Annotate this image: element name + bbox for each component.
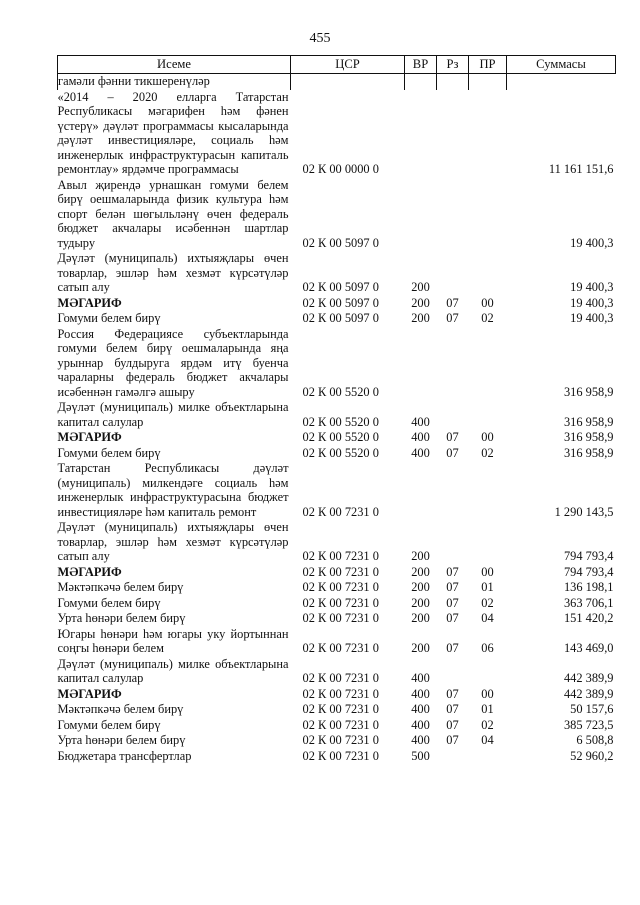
cell-sum: 794 793,4 [563, 549, 614, 563]
cell-pr [469, 749, 507, 765]
cell-pr: 04 [481, 611, 494, 625]
cell-vr: 200 [411, 564, 430, 579]
cell-pr: 02 [481, 311, 494, 325]
cell-csr: 02 К 00 5520 0 [302, 445, 379, 460]
table-row [58, 178, 616, 252]
cell-name: гамәли фәнни тикшеренүләр [58, 74, 291, 90]
cell-pr: 00 [481, 686, 494, 701]
cell-vr: 200 [411, 295, 430, 310]
table-row [58, 580, 616, 596]
cell-pr [469, 461, 507, 520]
cell-vr: 400 [411, 445, 430, 460]
cell-name: Авыл җирендә урнашкан гомуми белем бирү оешмаларында физик культура һәм спорт белән шөгыльләнү өчен федераль бюджет акчалары исәбеннән шартлар тудыру [57, 177, 289, 250]
table-row [58, 657, 616, 687]
cell-pr: 00 [481, 295, 494, 310]
cell-name: Бюджетара трансфертлар [57, 748, 192, 763]
cell-csr: 02 К 00 7231 0 [302, 702, 379, 716]
cell-pr: 02 [481, 717, 494, 732]
cell-csr: 02 К 00 5097 0 [302, 311, 379, 325]
cell-name: Мәктәпкәчә белем бирү [57, 702, 184, 716]
table-row [58, 327, 616, 401]
cell-csr: 02 К 00 7231 0 [302, 686, 379, 701]
cell-name: Урта һөнәри белем бирү [57, 733, 186, 747]
budget-table [57, 55, 616, 764]
cell-name: МӘГАРИФ [57, 295, 122, 310]
cell-vr: 400 [411, 671, 430, 685]
cell-rz: 07 [446, 611, 459, 625]
cell-csr: 02 К 00 7231 0 [302, 564, 379, 579]
table-row [58, 718, 616, 734]
table-row [58, 627, 616, 657]
cell-pr [469, 90, 507, 178]
cell-sum: 363 706,1 [563, 595, 614, 610]
cell-name: Гомуми белем бирү [57, 717, 161, 732]
cell-pr [469, 657, 507, 687]
cell-name: Югары һөнәри һәм югары уку йортыннан соңгы һөнәри белем [57, 626, 289, 655]
cell-sum: 151 420,2 [563, 611, 614, 625]
cell-vr: 200 [411, 311, 430, 325]
cell-pr [469, 520, 507, 565]
cell-name: Урта һөнәри белем бирү [57, 611, 186, 625]
table-row [58, 596, 616, 612]
cell-vr: 400 [411, 733, 430, 747]
cell-csr: 02 К 00 5097 0 [302, 280, 379, 294]
cell-pr: 00 [481, 430, 494, 444]
header-pr: ПР [469, 56, 507, 74]
cell-sum: 52 960,2 [570, 748, 614, 763]
cell-vr: 200 [411, 595, 430, 610]
cell-pr: 06 [481, 641, 494, 655]
cell-vr: 400 [411, 414, 430, 429]
cell-vr: 400 [411, 430, 430, 444]
cell-rz: 07 [446, 445, 459, 460]
cell-vr: 200 [411, 580, 430, 594]
cell-sum: 794 793,4 [563, 564, 614, 579]
table-header [58, 56, 616, 74]
table-row [58, 296, 616, 312]
cell-rz [437, 327, 469, 401]
cell-rz [437, 461, 469, 520]
cell-csr [291, 74, 405, 90]
cell-vr [405, 90, 437, 178]
cell-rz: 07 [446, 702, 459, 716]
cell-rz: 07 [446, 580, 459, 594]
cell-rz: 07 [446, 430, 459, 444]
cell-rz [437, 90, 469, 178]
cell-rz [437, 74, 469, 90]
cell-vr: 400 [411, 717, 430, 732]
cell-rz: 07 [446, 641, 459, 655]
cell-pr: 01 [481, 702, 494, 716]
cell-csr: 02 К 00 5097 0 [302, 235, 379, 250]
table-row [58, 74, 616, 90]
cell-rz [437, 400, 469, 430]
table-row [58, 520, 616, 565]
cell-sum: 143 469,0 [563, 641, 614, 655]
table-row [58, 565, 616, 581]
table-body [58, 74, 616, 765]
cell-name: МӘГАРИФ [57, 686, 122, 701]
cell-rz [437, 520, 469, 565]
table-row [58, 733, 616, 749]
cell-pr: 02 [481, 595, 494, 610]
cell-sum: 442 389,9 [563, 671, 614, 685]
header-vr: ВР [405, 56, 437, 74]
table-row [58, 446, 616, 462]
cell-sum: 11 161 151,6 [548, 162, 614, 176]
cell-rz: 07 [446, 717, 459, 732]
table-row [58, 90, 616, 178]
cell-pr [469, 178, 507, 252]
cell-name: МӘГАРИФ [57, 430, 122, 444]
cell-rz: 07 [446, 686, 459, 701]
cell-name: Дәүләт (муниципаль) милке объектларына капитал салулар [57, 400, 289, 429]
cell-csr: 02 К 00 5520 0 [302, 430, 379, 444]
cell-sum: 1 290 143,5 [554, 504, 614, 519]
cell-pr: 01 [481, 580, 494, 594]
cell-vr [405, 178, 437, 252]
cell-csr: 02 К 00 5520 0 [302, 414, 379, 429]
header-rz: Рз [437, 56, 469, 74]
cell-name: Дәүләт (муниципаль) ихтыяҗлары өчен товарлар, эшләр һәм хезмәт күрсәтүләр сатып алу [57, 520, 289, 563]
cell-sum: 316 958,9 [563, 445, 614, 460]
cell-name: Гомуми белем бирү [57, 445, 161, 460]
cell-name: МӘГАРИФ [57, 564, 122, 579]
cell-sum: 19 400,3 [570, 280, 614, 294]
cell-vr [405, 327, 437, 401]
table-row [58, 461, 616, 520]
cell-name: Татарстан Республикасы дәүләт (муниципаль) милкендәге социаль һәм инженерлык инфраструктурасына бюджет инвестицияләре һәм капиталь ремонт [57, 461, 289, 519]
cell-name: Дәүләт (муниципаль) милке объектларына капитал салулар [57, 656, 289, 685]
table-row [58, 687, 616, 703]
cell-name: Гомуми белем бирү [57, 595, 161, 610]
cell-sum: 19 400,3 [570, 311, 614, 325]
table-row [58, 702, 616, 718]
cell-vr: 200 [411, 549, 430, 563]
cell-rz [437, 749, 469, 765]
page-number: 455 [309, 31, 331, 46]
cell-csr: 02 К 00 0000 0 [302, 162, 379, 176]
table-row [58, 251, 616, 296]
header-csr: ЦСР [291, 56, 405, 74]
cell-pr [469, 327, 507, 401]
cell-sum: 136 198,1 [563, 580, 614, 594]
cell-rz [437, 178, 469, 252]
table-row [58, 749, 616, 765]
cell-csr: 02 К 00 7231 0 [302, 717, 379, 732]
cell-vr: 200 [411, 641, 430, 655]
cell-sum: 385 723,5 [563, 717, 614, 732]
cell-csr: 02 К 00 7231 0 [302, 580, 379, 594]
cell-pr: 02 [481, 445, 494, 460]
cell-pr [469, 74, 507, 90]
cell-rz: 07 [446, 311, 459, 325]
cell-csr: 02 К 00 7231 0 [302, 641, 379, 655]
header-sum: Суммасы [507, 56, 616, 74]
cell-sum: 19 400,3 [570, 295, 614, 310]
cell-sum: 316 958,9 [563, 384, 614, 399]
cell-vr [405, 74, 437, 90]
cell-sum: 316 958,9 [563, 430, 614, 444]
cell-rz: 07 [446, 733, 459, 747]
cell-vr: 400 [411, 686, 430, 701]
cell-sum: 316 958,9 [563, 414, 614, 429]
cell-sum: 442 389,9 [563, 686, 614, 701]
cell-pr [469, 251, 507, 296]
cell-name: Россия Федерациясе субъектларында гомуми белем бирү оешмаларында яңа урыннар булдыруга ярдәм итү буенча чараларны федераль бюджет акчалары исәбеннән гамәлгә ашыру [57, 326, 289, 399]
cell-vr: 400 [411, 702, 430, 716]
cell-csr: 02 К 00 7231 0 [302, 733, 379, 747]
cell-sum: 50 157,6 [570, 702, 614, 716]
cell-vr: 200 [411, 280, 430, 294]
cell-csr: 02 К 00 7231 0 [302, 671, 379, 685]
cell-csr: 02 К 00 7231 0 [302, 595, 379, 610]
table-row [58, 430, 616, 446]
table-row [58, 311, 616, 327]
cell-pr: 04 [481, 733, 494, 747]
cell-sum: 6 508,8 [576, 733, 614, 747]
cell-csr: 02 К 00 7231 0 [302, 748, 379, 763]
cell-csr: 02 К 00 7231 0 [302, 611, 379, 625]
cell-name: Гомуми белем бирү [57, 311, 161, 325]
cell-sum: 19 400,3 [570, 235, 614, 250]
cell-name: Дәүләт (муниципаль) ихтыяҗлары өчен товарлар, эшләр һәм хезмәт күрсәтүләр сатып алу [57, 251, 289, 294]
cell-rz: 07 [446, 595, 459, 610]
cell-rz [437, 657, 469, 687]
cell-csr: 02 К 00 7231 0 [302, 504, 379, 519]
cell-name: «2014 – 2020 елларга Татарстан Республикасы мәгарифен һәм фәнен үстерү» дәүләт программасы кысаларында дәүләт инвестицияләре, социаль һәм инженерлык инфраструктурасын капиталь ремонтлау» ярдәмче программасы [57, 89, 289, 176]
cell-pr: 00 [481, 564, 494, 579]
cell-vr: 200 [411, 611, 430, 625]
table-row [58, 400, 616, 430]
cell-csr: 02 К 00 7231 0 [302, 549, 379, 563]
cell-csr: 02 К 00 5097 0 [302, 295, 379, 310]
table-row [58, 611, 616, 627]
cell-pr [469, 400, 507, 430]
cell-sum [507, 74, 616, 90]
cell-rz: 07 [446, 295, 459, 310]
cell-name: Мәктәпкәчә белем бирү [57, 580, 184, 594]
cell-rz: 07 [446, 564, 459, 579]
cell-rz [437, 251, 469, 296]
cell-vr: 500 [411, 748, 430, 763]
cell-vr [405, 461, 437, 520]
cell-csr: 02 К 00 5520 0 [302, 384, 379, 399]
header-name: Исеме [58, 56, 291, 74]
